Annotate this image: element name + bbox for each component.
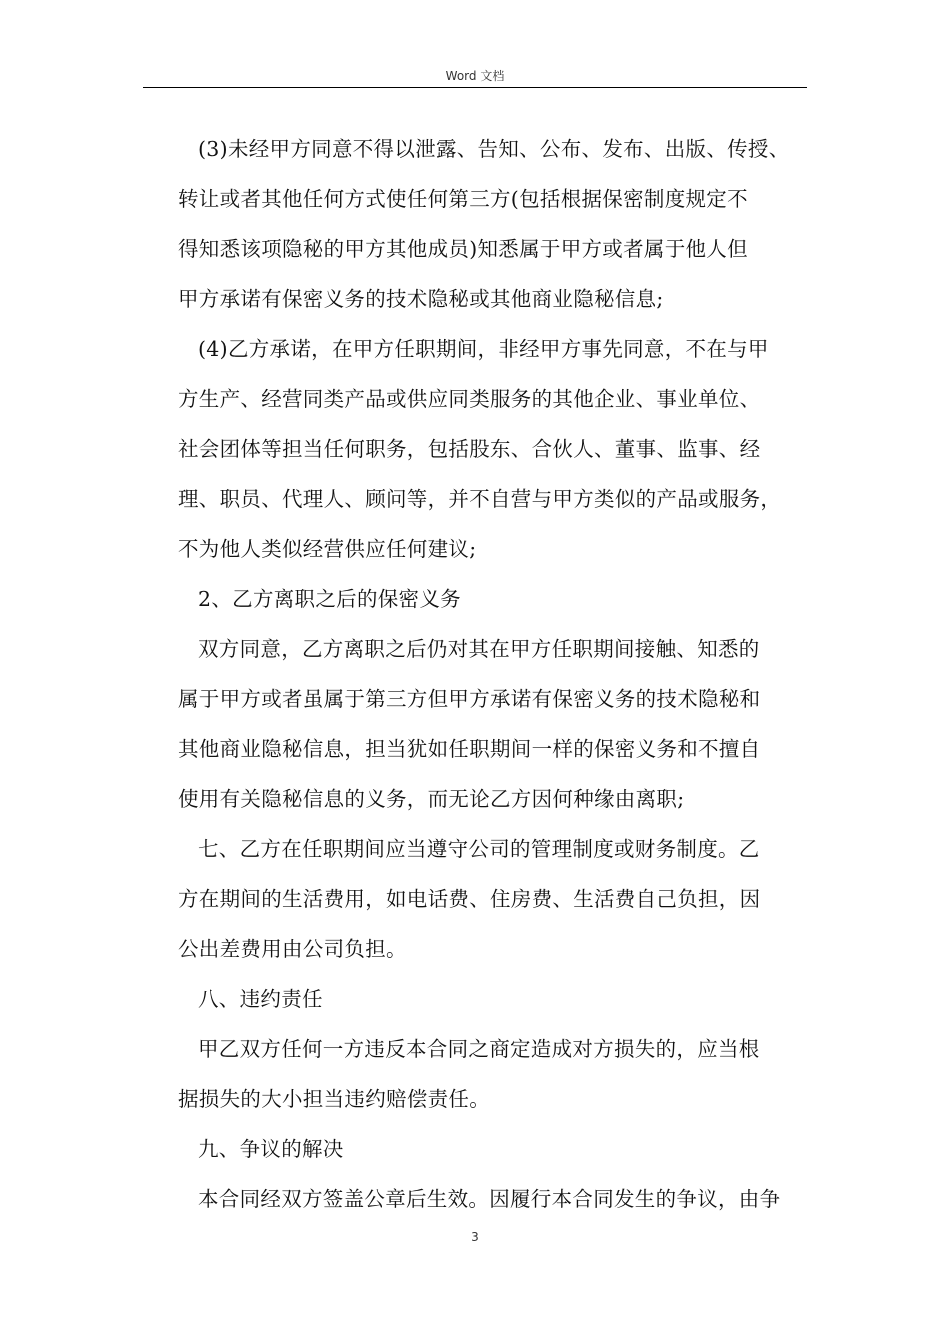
body-line: 得知悉该项隐秘的甲方其他成员)知悉属于甲方或者属于他人但 xyxy=(178,237,748,261)
body-line: (3)未经甲方同意不得以泄露、告知、公布、发布、出版、传授、 xyxy=(198,137,790,161)
body-line: 理、职员、代理人、顾问等，并不自营与甲方类似的产品或服务， xyxy=(178,487,782,511)
body-line: (4)乙方承诺，在甲方任职期间，非经甲方事先同意，不在与甲 xyxy=(198,337,769,361)
body-line: 七、乙方在任职期间应当遵守公司的管理制度或财务制度。乙 xyxy=(198,837,760,861)
body-line: 双方同意，乙方离职之后仍对其在甲方任职期间接触、知悉的 xyxy=(198,637,760,661)
body-line: 本合同经双方签盖公章后生效。因履行本合同发生的争议，由争 xyxy=(198,1187,781,1211)
body-line: 据损失的大小担当违约赔偿责任。 xyxy=(178,1087,490,1111)
body-line: 转让或者其他任何方式使任何第三方(包括根据保密制度规定不 xyxy=(178,187,748,211)
body-line: 社会团体等担当任何职务，包括股东、合伙人、董事、监事、经 xyxy=(178,437,761,461)
body-line: 甲乙双方任何一方违反本合同之商定造成对方损失的，应当根 xyxy=(198,1037,760,1061)
header-divider xyxy=(143,87,807,88)
body-line: 不为他人类似经营供应任何建议; xyxy=(178,537,477,561)
section-heading: 九、争议的解决 xyxy=(198,1137,344,1161)
body-line: 公出差费用由公司负担。 xyxy=(178,937,407,961)
section-heading: 八、违约责任 xyxy=(198,987,323,1011)
body-line: 甲方承诺有保密义务的技术隐秘或其他商业隐秘信息; xyxy=(178,287,664,311)
section-heading: 2、乙方离职之后的保密义务 xyxy=(198,587,461,611)
body-line: 其他商业隐秘信息，担当犹如任职期间一样的保密义务和不擅自 xyxy=(178,737,761,761)
page-header-title: Word 文档 xyxy=(445,69,505,83)
body-line: 方生产、经营同类产品或供应同类服务的其他企业、事业单位、 xyxy=(178,387,761,411)
body-line: 使用有关隐秘信息的义务，而无论乙方因何种缘由离职; xyxy=(178,787,685,811)
body-line: 方在期间的生活费用，如电话费、住房费、生活费自己负担，因 xyxy=(178,887,761,911)
page-number: 3 xyxy=(471,1230,479,1244)
body-line: 属于甲方或者虽属于第三方但甲方承诺有保密义务的技术隐秘和 xyxy=(178,687,761,711)
